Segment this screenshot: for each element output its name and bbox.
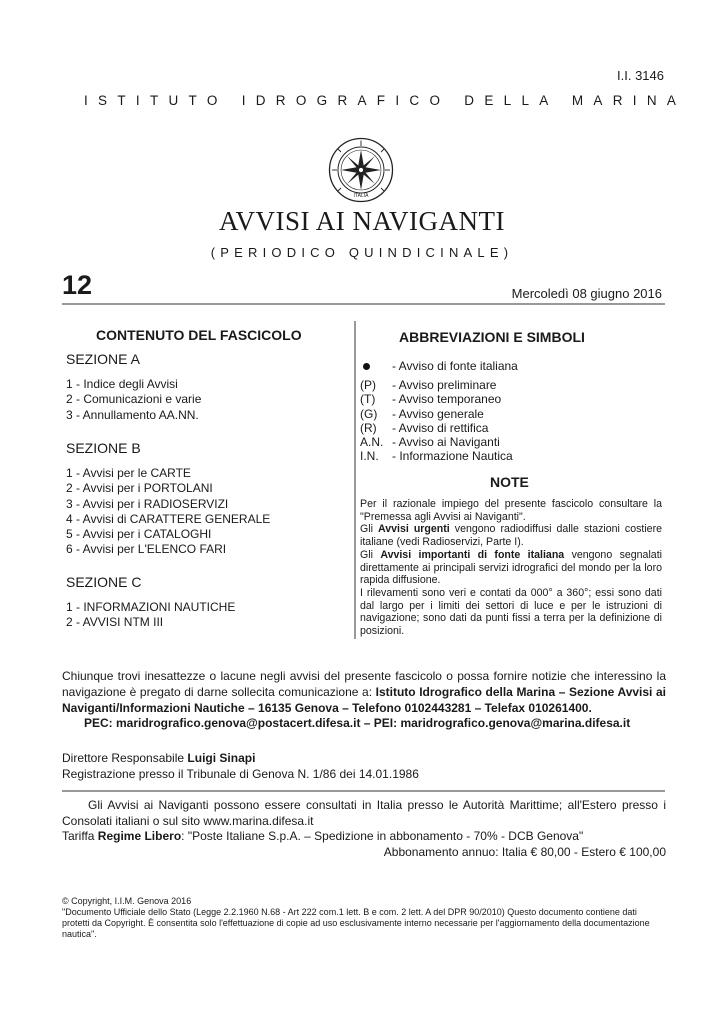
list-item: A.N. - Avviso ai Naviganti <box>360 435 500 450</box>
list-item: 2 - Avvisi per i PORTOLANI <box>66 481 213 496</box>
list-item: (T) - Avviso temporaneo <box>360 392 502 407</box>
document-code: I.I. 3146 <box>617 68 664 83</box>
list-item: I.N. - Informazione Nautica <box>360 449 513 464</box>
section-c-list <box>66 600 235 631</box>
section-b-title: SEZIONE B <box>66 440 141 456</box>
issue-number: 12 <box>62 270 93 300</box>
notes-heading: NOTE <box>490 474 529 490</box>
abbreviations-list <box>360 359 518 463</box>
list-item: 3 - Annullamento AA.NN. <box>66 407 199 422</box>
copyright-notice: "Documento Ufficiale dello Stato (Legge 2.2.1960 N.68 - Art 222 com.1 lett. B e com. 2 lett. A del DPR 90/2010) Questo documento contiene dati protetti da Copyright. È consentita solo l'effettuazione di copie ad uso esclusivamente interno necessarie per l'aggiornamento della documentazione nautica". <box>62 907 650 939</box>
note-paragraph: Gli Avvisi urgenti vengono radiodiffusi dalle stazioni costiere italiane (vedi Radioservizi, Parte I). <box>360 523 662 549</box>
page-subtitle: (PERIODICO QUINDICINALE) <box>210 245 514 260</box>
registration-line: Registrazione presso il Tribunale di Genova N. 1/86 dei 14.01.1986 <box>62 766 419 781</box>
list-item: 4 - Avvisi di CARATTERE GENERALE <box>66 511 271 526</box>
note-paragraph: Per il razionale impiego del presente fascicolo consultare la "Premessa agli Avvisi ai Naviganti". <box>360 498 662 523</box>
section-a-list <box>66 377 201 423</box>
list-item: 1 - INFORMAZIONI NAUTICHE <box>66 600 236 614</box>
list-item: 5 - Avvisi per i CATALOGHI <box>66 527 212 542</box>
list-item: 2 - Comunicazioni e varie <box>66 392 202 407</box>
section-b-list <box>66 466 270 558</box>
list-item: (P) - Avviso preliminare <box>360 378 497 393</box>
pec-pei-line: PEC: maridrografico.genova@postacert.difesa.it – PEI: maridrografico.genova@marina.difesa.it <box>84 716 631 731</box>
seal-text: ITALIA <box>353 193 369 199</box>
note-paragraph: I rilevamenti sono veri e contati da 000° a 360°; essi sono dati dal largo per i limiti dei settori di luce e per le istruzioni di navigazione; sono dati da punti fissi a terra per la definizione di posizioni. <box>360 586 662 638</box>
subscription-line: Abbonamento annuo: Italia € 80,00 - Estero € 100,00 <box>383 844 666 859</box>
list-item: 3 - Avvisi per i RADIOSERVIZI <box>66 496 229 511</box>
issue-date: Mercoledì 08 giugno 2016 <box>511 286 662 301</box>
compass-rose-seal-icon <box>328 137 394 203</box>
note-paragraph: Gli Avvisi importanti di fonte italiana vengono segnalati direttamente ai principali servizi idrografici del mondo per la loro rapida diffusione. <box>360 548 662 587</box>
abbreviations-heading: ABBREVIAZIONI E SIMBOLI <box>399 329 585 345</box>
list-item: (G) - Avviso generale <box>360 406 484 421</box>
top-divider <box>62 303 665 305</box>
section-c-title: SEZIONE C <box>66 574 142 590</box>
list-item: - Avviso di fonte italiana <box>360 359 518 373</box>
copyright-line: © Copyright, I.I.M. Genova 2016 <box>62 896 192 906</box>
list-item: (R) - Avviso di rettifica <box>360 420 489 435</box>
copyright-block <box>62 896 666 940</box>
list-item: 6 - Avvisi per L'ELENCO FARI <box>66 542 227 557</box>
contents-heading: CONTENUTO DEL FASCICOLO <box>96 327 302 343</box>
bullet-icon <box>363 363 370 370</box>
column-divider <box>354 321 356 639</box>
director-block: Direttore Responsabile Luigi Sinapi Registrazione presso il Tribunale di Genova N. 1/86 dei 14.01.1986 <box>62 751 419 781</box>
consult-block: Gli Avvisi ai Naviganti possono essere consultati in Italia presso le Autorità Marittime; all'Estero presso i Consolati italiani o sul sito www.marina.difesa.it Tariffa Regime Libero: "Poste Italiane S.p.A. – Spedizione in abbonamento - 70% - DCB Genova" Abbonamento annuo: Italia € 80,00 - Estero € 100,00 <box>62 798 666 859</box>
page-title: AVVISI AI NAVIGANTI <box>219 206 505 236</box>
consult-text: Gli Avvisi ai Naviganti possono essere consultati in Italia presso le Autorità Marittime; all'Estero presso i Consolati italiani o sul sito www.marina.difesa.it <box>62 798 666 828</box>
middle-divider <box>62 790 665 792</box>
contact-block: Chiunque trovi inesattezze o lacune negli avvisi del presente fascicolo o possa fornire notizie che interessino la navigazione è pregato di darne sollecita comunicazione a: Istituto Idrografico della Marina – Sezione Avvisi ai Naviganti/Informazioni Nautiche – 16135 Genova – Telefono 0102443281 – Telefax 010261400. PEC: maridrografico.genova@postacert.difesa.it – PEI: maridrografico.genova@marina.difesa.it <box>62 669 667 731</box>
list-item: 2 - AVVISI NTM III <box>66 615 164 630</box>
list-item: 1 - Avvisi per le CARTE <box>66 466 191 480</box>
notes-body <box>360 498 662 638</box>
institute-name: ISTITUTO IDROGRAFICO DELLA MARINA <box>84 93 687 108</box>
list-item: 1 - Indice degli Avvisi <box>66 377 178 391</box>
director-name: Luigi Sinapi <box>187 751 256 765</box>
section-a-title: SEZIONE A <box>66 351 140 367</box>
